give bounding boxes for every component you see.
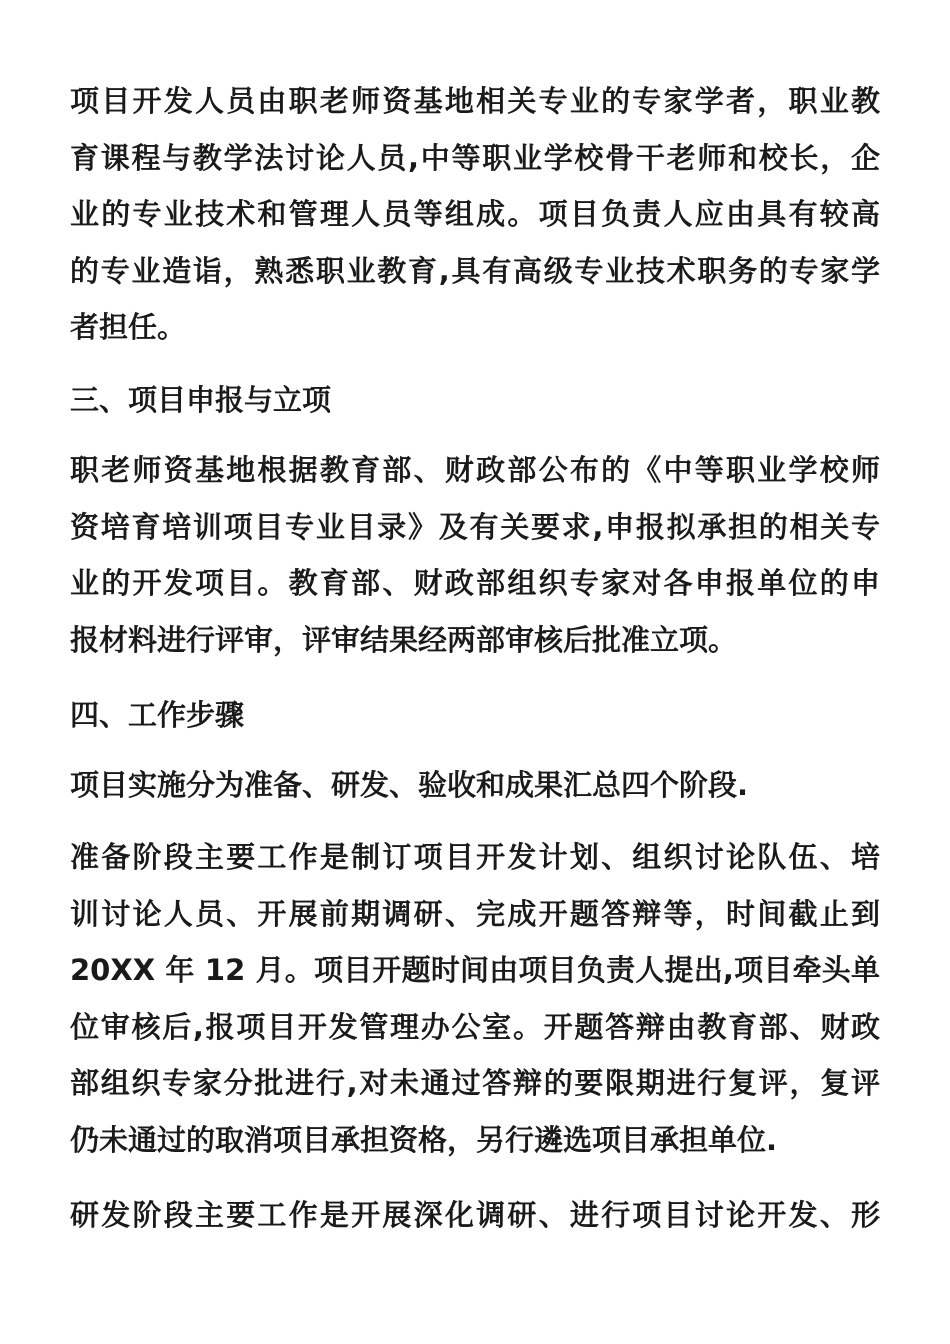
heading-text: 四、工作步骤 (70, 698, 245, 732)
text-line: 研发阶段主要工作是开展深化调研、进行项目讨论开发、形 (70, 1198, 880, 1232)
text-line: 资培育培训项目专业目录》及有关要求,申报拟承担的相关专 (70, 509, 880, 544)
text-line: 位审核后,报项目开发管理办公室。开题答辩由教育部、财政 (70, 1009, 880, 1044)
text-line: 业的专业技术和管理人员等组成。项目负责人应由具有较高 (70, 197, 880, 231)
paragraph-project-personnel (70, 73, 880, 356)
text-line: 项目开发人员由职老师资基地相关专业的专家学者，职业教 (70, 84, 880, 118)
paragraph-preparation (70, 829, 880, 1168)
text-line: 报材料进行评审，评审结果经两部审核后批准立项。 (70, 622, 738, 657)
text-line: 仍未通过的取消项目承担资格，另行遴选项目承担单位. (70, 1122, 778, 1157)
section-heading-3 (70, 372, 331, 429)
text-line: 项目实施分为准备、研发、验收和成果汇总四个阶段. (70, 768, 749, 802)
text-line: 准备阶段主要工作是制订项目开发计划、组织讨论队伍、培 (70, 840, 880, 874)
text-line: 训讨论人员、开展前期调研、完成开题答辩等，时间截止到 (70, 896, 880, 931)
section-heading-4 (70, 687, 244, 744)
text-line: 者担任。 (70, 310, 187, 344)
paragraph-stages (70, 757, 748, 814)
text-line: 职老师资基地根据教育部、财政部公布的《中等职业学校师 (70, 453, 880, 487)
text-line: 育课程与教学法讨论人员,中等职业学校骨干老师和校长，企 (70, 140, 880, 175)
paragraph-application (70, 442, 880, 668)
text-line: 的专业造诣，熟悉职业教育,具有高级专业技术职务的专家学 (70, 253, 880, 288)
heading-text: 三、项目申报与立项 (70, 383, 332, 417)
text-line: 业的开发项目。教育部、财政部组织专家对各申报单位的申 (70, 566, 880, 600)
text-line: 部组织专家分批进行,对未通过答辩的要限期进行复评，复评 (70, 1066, 880, 1100)
text-line: 20XX 年 12 月。项目开题时间由项目负责人提出,项目牵头单 (70, 953, 880, 987)
paragraph-research (70, 1187, 880, 1244)
